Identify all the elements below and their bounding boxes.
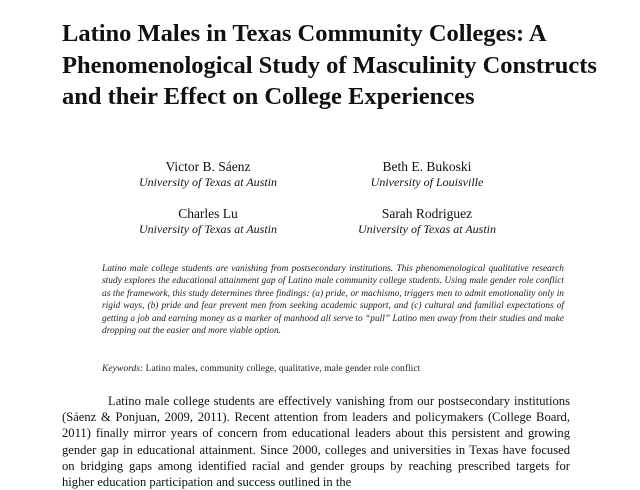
author-name: Beth E. Bukoski xyxy=(382,159,472,174)
author-name: Sarah Rodriguez xyxy=(381,206,473,221)
keywords-text: Latino males, community college, qualitative, male gender role conflict xyxy=(143,363,421,374)
author-affiliation: University of Louisville xyxy=(370,175,484,189)
author-affiliation: University of Texas at Austin xyxy=(139,222,277,236)
body-paragraph: Latino male college students are effectively vanishing from our postsecondary institutions (Sáenz & Ponjuan, 2009, 2011). Recent attention from leaders and policymakers (College Board, 2011) finally mirror years of concern from educational leaders about this persistent and growing gender gap in educational attainment. Since 2000, colleges and universities in Texas have focused on bridging gaps among identified racial and gender groups by reaching prescribed targets for higher education participation and success outlined in the xyxy=(62,394,570,490)
author-name: Charles Lu xyxy=(178,206,238,221)
author-block-4 xyxy=(317,205,537,237)
paper-title: Latino Males in Texas Community Colleges: A Phenomenological Study of Masculinity Constructs and their Effect on College Experiences xyxy=(62,20,597,110)
author-block-3 xyxy=(98,205,318,237)
keywords-label: Keywords: xyxy=(102,363,144,374)
author-block-2 xyxy=(317,158,537,190)
author-name: Victor B. Sáenz xyxy=(165,159,251,174)
author-affiliation: University of Texas at Austin xyxy=(358,222,496,236)
keywords xyxy=(102,362,564,375)
abstract: Latino male college students are vanishing from postsecondary institutions. This phenomenological qualitative research study explores the educational attainment gap of Latino male community college students. Using male gender role conflict as the framework, this study determines three findings: (a) pride, or machismo, triggers men to admit emotionality only in rigid ways, (b) pride and fear prevent men from seeking academic support, and (c) cultural and familial expectations of getting a job and earning money as a marker of manhood all serve to “pull” Latino men away from their studies and make dropping out the easier and more viable option. xyxy=(102,264,564,337)
author-affiliation: University of Texas at Austin xyxy=(139,175,277,189)
author-block-1 xyxy=(98,158,318,190)
